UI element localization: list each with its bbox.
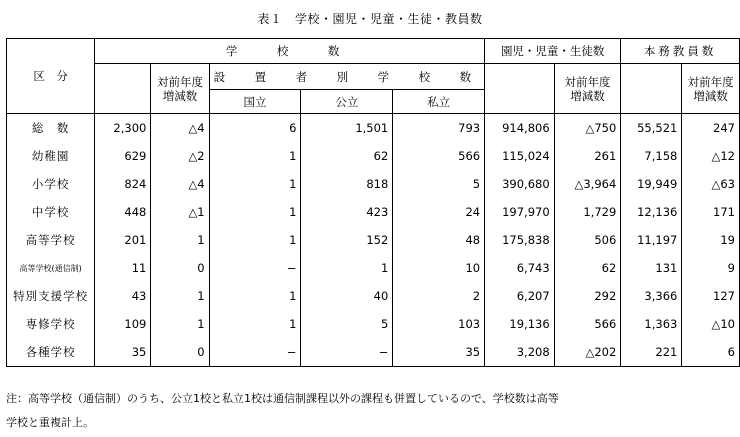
cell-teachers-change: △10 [682,310,740,338]
cell-national: 1 [209,170,301,198]
statistics-table [6,38,740,367]
cell-national: 6 [209,114,301,143]
cell-teachers-change: 171 [682,198,740,226]
row-category: 中学校 [7,198,95,226]
row-category: 高等学校 [7,226,95,254]
table-row [7,142,740,170]
header-category: 区 分 [7,39,95,114]
cell-national: 1 [209,282,301,310]
cell-students: 914,806 [485,114,555,143]
cell-private: 10 [393,254,485,282]
cell-schools: 448 [95,198,151,226]
cell-schools-change: △4 [151,170,209,198]
cell-teachers-change: △12 [682,142,740,170]
header-schools-change: 対前年度 増減数 [151,64,209,114]
cell-students-change: 292 [554,282,621,310]
table-row [7,114,740,143]
table-title: 表１ 学校・園児・児童・生徒・教員数 [257,12,483,26]
cell-public: 5 [301,310,393,338]
cell-teachers-change: 127 [682,282,740,310]
cell-schools-change: 1 [151,310,209,338]
cell-teachers: 7,158 [621,142,682,170]
cell-teachers-change: 9 [682,254,740,282]
cell-students-change: 566 [554,310,621,338]
header-public: 公立 [301,90,393,114]
cell-students-change: △3,964 [554,170,621,198]
header-students-change: 対前年度 増減数 [554,64,621,114]
cell-teachers-change: 6 [682,338,740,367]
footnote-line-2: 学校と重複計上。 [6,416,94,429]
row-category: 小学校 [7,170,95,198]
header-students: 園児・児童・生徒数 [485,39,621,64]
cell-private: 566 [393,142,485,170]
cell-private: 103 [393,310,485,338]
cell-schools: 629 [95,142,151,170]
table-row [7,338,740,367]
cell-public: 1,501 [301,114,393,143]
cell-national: 1 [209,310,301,338]
row-category: 総 数 [7,114,95,143]
cell-teachers: 221 [621,338,682,367]
header-schools: 学 校 数 [95,39,485,64]
cell-students-change: 261 [554,142,621,170]
cell-schools: 35 [95,338,151,367]
cell-national: 1 [209,142,301,170]
header-national: 国立 [209,90,301,114]
cell-teachers: 55,521 [621,114,682,143]
row-category: 専修学校 [7,310,95,338]
cell-public: 1 [301,254,393,282]
table-row [7,310,740,338]
cell-teachers: 131 [621,254,682,282]
cell-students: 197,970 [485,198,555,226]
cell-schools-change: △4 [151,114,209,143]
cell-schools: 43 [95,282,151,310]
cell-schools: 824 [95,170,151,198]
cell-schools-change: △1 [151,198,209,226]
cell-public: − [301,338,393,367]
cell-students-change: 1,729 [554,198,621,226]
cell-schools-change: 1 [151,282,209,310]
row-category: 幼稚園 [7,142,95,170]
cell-students: 3,208 [485,338,555,367]
cell-students-change: 506 [554,226,621,254]
table-row [7,198,740,226]
table-row [7,226,740,254]
cell-students: 6,207 [485,282,555,310]
cell-students-change: 62 [554,254,621,282]
cell-schools: 2,300 [95,114,151,143]
cell-schools: 11 [95,254,151,282]
cell-national: − [209,254,301,282]
cell-national: 1 [209,198,301,226]
cell-public: 423 [301,198,393,226]
cell-schools: 109 [95,310,151,338]
table-row [7,254,740,282]
cell-teachers: 11,197 [621,226,682,254]
cell-private: 793 [393,114,485,143]
cell-public: 152 [301,226,393,254]
cell-students-change: △750 [554,114,621,143]
cell-schools: 201 [95,226,151,254]
header-teachers-change: 対前年度 増減数 [682,64,740,114]
cell-private: 2 [393,282,485,310]
row-category: 特別支援学校 [7,282,95,310]
cell-teachers: 12,136 [621,198,682,226]
cell-private: 35 [393,338,485,367]
table-row [7,282,740,310]
footnote-line-1: 注：高等学校（通信制）のうち、公立1校と私立1校は通信制課程以外の課程も併置しているので、学校数は高等 [6,392,559,405]
cell-schools-change: 1 [151,226,209,254]
cell-teachers: 1,363 [621,310,682,338]
header-by-founder: 設 置 者 別 学 校 数 [209,64,485,90]
cell-private: 48 [393,226,485,254]
cell-public: 818 [301,170,393,198]
cell-students-change: △202 [554,338,621,367]
cell-students: 115,024 [485,142,555,170]
cell-students: 6,743 [485,254,555,282]
cell-private: 5 [393,170,485,198]
row-category: 各種学校 [7,338,95,367]
header-private: 私立 [393,90,485,114]
cell-students: 19,136 [485,310,555,338]
cell-schools-change: 0 [151,254,209,282]
cell-private: 24 [393,198,485,226]
cell-public: 62 [301,142,393,170]
cell-students: 390,680 [485,170,555,198]
table-row [7,170,740,198]
cell-teachers-change: 19 [682,226,740,254]
cell-teachers-change: 247 [682,114,740,143]
cell-teachers-change: △63 [682,170,740,198]
cell-public: 40 [301,282,393,310]
cell-schools-change: △2 [151,142,209,170]
cell-national: 1 [209,226,301,254]
header-teachers: 本務教員数 [621,39,740,64]
cell-national: − [209,338,301,367]
cell-schools-change: 0 [151,338,209,367]
cell-students: 175,838 [485,226,555,254]
cell-teachers: 19,949 [621,170,682,198]
row-category: 高等学校(通信制) [7,254,95,282]
cell-teachers: 3,366 [621,282,682,310]
